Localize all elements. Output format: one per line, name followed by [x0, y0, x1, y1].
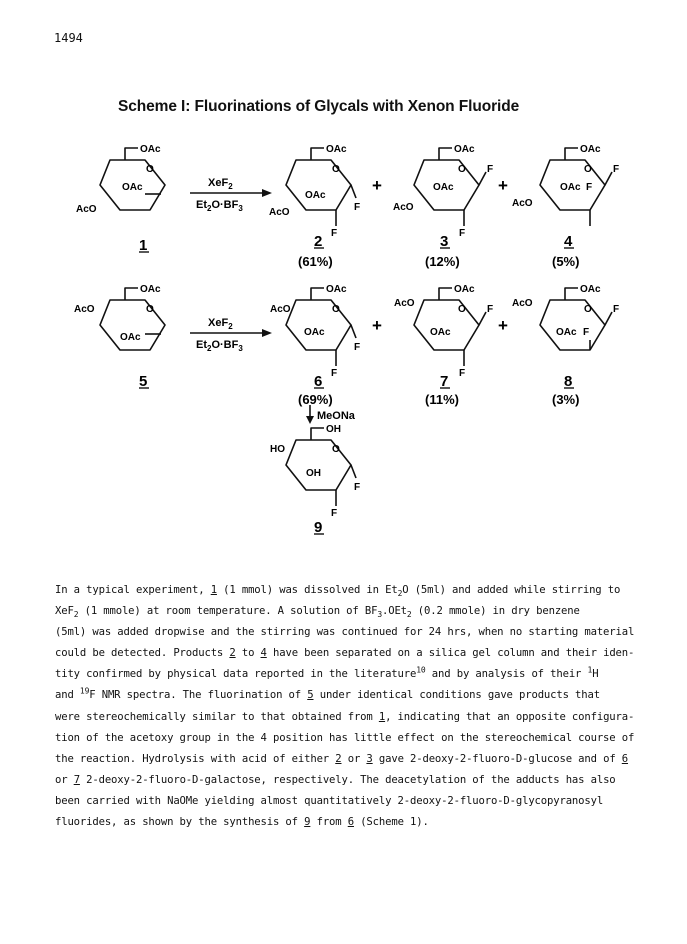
group-f: F: [459, 228, 466, 239]
group-aco: AcO: [512, 198, 533, 209]
reagent-meona: MeONa: [317, 410, 355, 422]
group-oh: OH: [326, 424, 341, 435]
group-aco: AcO: [76, 204, 97, 215]
group-f: F: [487, 164, 494, 175]
group-f: F: [459, 368, 466, 379]
ring-compound-6: [286, 300, 351, 350]
group-aco: AcO: [269, 207, 290, 218]
group-ring-o: O: [458, 164, 466, 175]
group-oac: OAc: [120, 332, 141, 343]
group-ring-o: O: [584, 304, 592, 315]
group-ring-o: O: [332, 304, 340, 315]
plus-sign: +: [498, 316, 508, 335]
compound-label: 5: [139, 373, 148, 390]
plus-sign: +: [372, 176, 382, 195]
group-ho: HO: [270, 444, 285, 455]
group-oac: OAc: [580, 284, 601, 295]
group-f: F: [331, 508, 338, 519]
paragraph-line: or 7 2-deoxy-2-fluoro-D-galactose, respectively. The deacetylation of the adducts has also: [55, 773, 616, 786]
ring-compound-7: [414, 300, 479, 350]
compound-label: 1: [139, 237, 148, 254]
group-oac: OAc: [560, 182, 581, 193]
group-oac: OAc: [122, 182, 143, 193]
group-oac: OAc: [454, 284, 475, 295]
group-oac: OAc: [140, 144, 161, 155]
reagent-xef2: XeF$_2$: [208, 177, 233, 191]
group-ring-o: O: [146, 304, 154, 315]
plus-sign: +: [372, 316, 382, 335]
plus-sign: +: [498, 176, 508, 195]
group-f: F: [331, 368, 338, 379]
group-aco: AcO: [270, 304, 291, 315]
group-ring-o: O: [332, 164, 340, 175]
group-f: F: [331, 228, 338, 239]
group-oac: OAc: [326, 144, 347, 155]
group-f: F: [487, 304, 494, 315]
ring-compound-2: [286, 160, 351, 210]
group-aco: AcO: [393, 202, 414, 213]
group-f: F: [613, 164, 620, 175]
group-oac: OAc: [454, 144, 475, 155]
reagent-et2o-bf3: $Et_2O\cdot BF_3$: [196, 339, 243, 353]
compound-label: 7: [440, 373, 449, 390]
group-ring-o: O: [332, 444, 340, 455]
group-oac: OAc: [304, 327, 325, 338]
group-f: F: [354, 482, 361, 493]
scheme-title: Scheme I: Fluorinations of Glycals with Xenon Fluoride: [118, 98, 520, 115]
compound-yield: (11%): [425, 392, 459, 407]
group-oac: OAc: [433, 182, 454, 193]
compound-yield: (12%): [425, 254, 460, 269]
paragraph-line: the reaction. Hydrolysis with acid of either 2 or 3 gave 2-deoxy-2-fluoro-D-glucose and of 6: [55, 752, 629, 765]
compound-label: 2: [314, 233, 323, 250]
group-aco: AcO: [394, 298, 415, 309]
paragraph-line: In a typical experiment, 1 (1 mmol) was dissolved in $Et_2O$ (5ml) and added while stirring to: [55, 584, 621, 599]
paragraph-line: tion of the acetoxy group in the 4 position has little effect on the stereochemical course of: [55, 731, 635, 744]
ring-compound-8: [540, 300, 605, 350]
compound-yield: (61%): [298, 254, 333, 269]
compound-label: 9: [314, 519, 323, 536]
paragraph-line: could be detected. Products 2 to 4 have been separated on a silica gel column and their iden-: [55, 647, 635, 660]
group-oac: OAc: [430, 327, 451, 338]
group-ring-o: O: [458, 304, 466, 315]
compound-yield: (5%): [552, 254, 580, 269]
paragraph-line: and $^{19}$F NMR spectra. The fluorination of 5 under identical conditions gave products that: [55, 686, 600, 702]
reagent-xef2: XeF$_2$: [208, 317, 233, 331]
paragraph-line: XeF$_2$ (1 mmole) at room temperature. A solution of $BF_3.OEt_2$ (0.2 mmole) in dry benzene: [55, 605, 580, 620]
compound-yield: (69%): [298, 392, 333, 407]
group-oac: OAc: [580, 144, 601, 155]
group-oac: OAc: [326, 284, 347, 295]
group-ring-o: O: [584, 164, 592, 175]
group-aco: AcO: [512, 298, 533, 309]
body-paragraph: [55, 580, 645, 833]
page-number: 1494: [54, 31, 83, 45]
ring-compound-9: [286, 440, 351, 490]
paragraph-line: tity confirmed by physical data reported in the literature$^{10}$ and by analysis of their $^1$H: [55, 665, 599, 681]
group-f: F: [586, 182, 593, 193]
group-oac: OAc: [140, 284, 161, 295]
group-f: F: [583, 327, 590, 338]
paragraph-line: (5ml) was added dropwise and the stirring was continued for 24 hrs, when no starting material: [55, 626, 635, 639]
group-f: F: [613, 304, 620, 315]
group-oac: OAc: [305, 190, 326, 201]
paragraph-line: were stereochemically similar to that obtained from 1, indicating that an opposite configura-: [55, 710, 635, 723]
paragraph-line: been carried with NaOMe yielding almost quantitatively 2-deoxy-2-fluoro-D-glycopyranosyl: [55, 794, 604, 807]
compound-yield: (3%): [552, 392, 580, 407]
group-aco: AcO: [74, 304, 95, 315]
group-f: F: [354, 202, 361, 213]
compound-label: 8: [564, 373, 573, 390]
compound-label: 4: [564, 233, 573, 250]
group-oh: OH: [306, 468, 321, 479]
compound-label: 3: [440, 233, 449, 250]
compound-label: 6: [314, 373, 323, 390]
group-ring-o: O: [146, 164, 154, 175]
reagent-et2o-bf3: $Et_2O\cdot BF_3$: [196, 199, 243, 213]
paragraph-line: fluorides, as shown by the synthesis of 9 from 6 (Scheme 1).: [55, 816, 429, 829]
group-oac: OAc: [556, 327, 577, 338]
group-f: F: [354, 342, 361, 353]
